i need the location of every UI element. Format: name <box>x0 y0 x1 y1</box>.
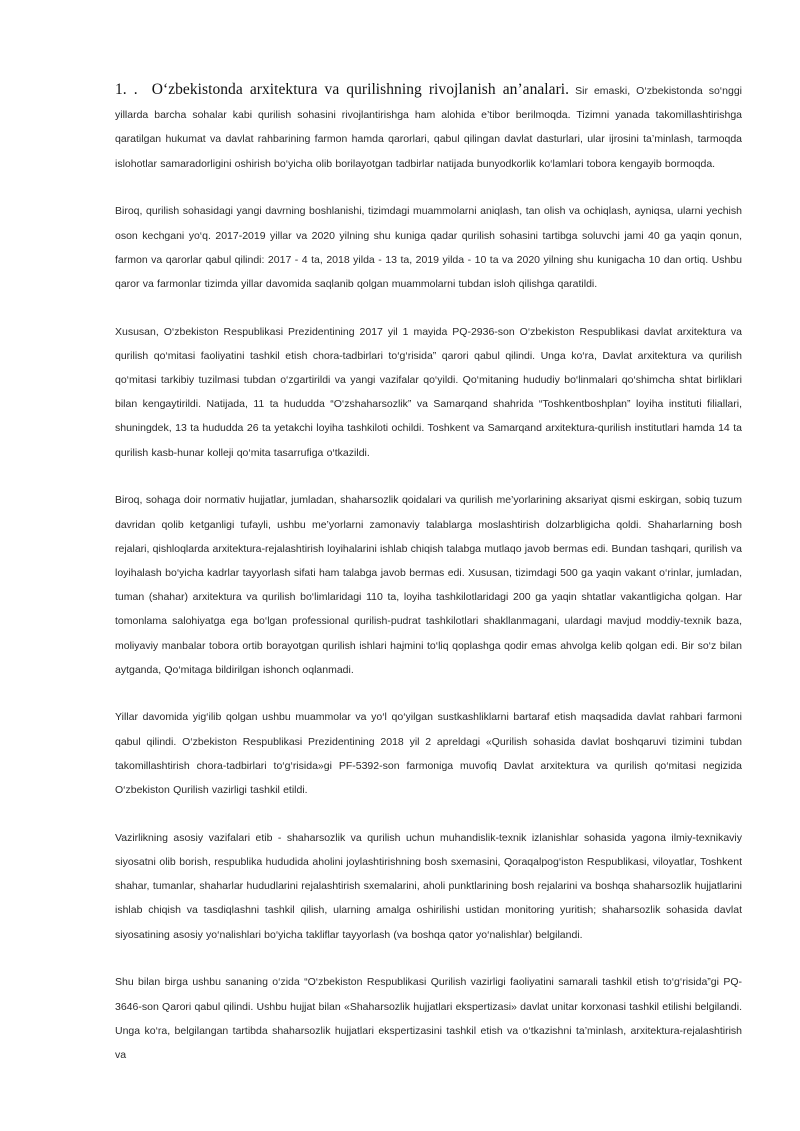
body-paragraph: Shu bilan birga ushbu sananing o‘zida “O‘zbekiston Respublikasi Qurilish vazirligi faoliyatini samarali tashkil etish to‘g‘risida”gi PQ-3646-son Qarori qabul qilindi. Ushbu hujjat bilan «Shaharsozlik hujjatlari ekspertizasi» davlat unitar korxonasi tashkil etilishi belgilandi. Unga ko‘ra, belgilangan tartibda shaharsozlik hujjatlari ekspertizasini tashkil etish va o‘tkazishni ta’minlash, arxitektura-rejalashtirish va <box>115 976 742 1061</box>
section-heading <box>115 81 569 98</box>
document-page <box>115 78 742 1067</box>
body-paragraph: Vazirlikning asosiy vazifalari etib - shaharsozlik va qurilish uchun muhandislik-texnik izlanishlar sohasida yagona ilmiy-texnikaviy siyosatni olib borish, respublika hududida aholini joylashtirishning bosh sxemasini, Qoraqalpog‘iston Respublikasi, viloyatlar, Toshkent shahar, tumanlar, shaharlar hududlarini rejalashtirish sxemalarini, aholi punktlarining bosh rejalarini va boshqa shaharsozlik hujjatlarini ishlab chiqish va tasdiqlashni tashkil qilish, ularning amalga oshirilishi ustidan monitoring yuritish; shaharsozlik sohasida davlat siyosatining asosiy yo‘nalishlari bo‘yicha takliflar tayyorlash (va boshqa qator yo‘nalishlar) belgilandi. <box>115 831 742 941</box>
body-paragraph: Biroq, sohaga doir normativ hujjatlar, jumladan, shaharsozlik qoidalari va qurilish me’yorlarining aksariyat qismi eskirgan, sobiq tuzum davridan qolib ketganligi tufayli, ushbu me’yorlarni zamonaviy talablarga moslashtirish dolzarbligicha qoldi. Shaharlarning bosh rejalari, qishloqlarda arxitektura-rejalashtirish loyihalarini ishlab chiqish talabga mutlaqo javob bermas edi. Bundan tashqari, qurilish va loyihalash bo‘yicha kadrlar tayyorlash sifati ham talabga javob bermas edi. Xususan, tizimdagi 500 ga yaqin vakant o‘rinlar, jumladan, tuman (shahar) arxitektura va qurilish bo‘limlaridagi 110 ta, loyiha tashkilotlaridagi 200 ga yaqin shtatlar vakantligicha qolgan. Har tomonlama salohiyatga ega bo‘lgan professional qurilish-pudrat tashkilotlari shakllanmagani, ulardagi mavjud moddiy-texnik baza, moliyaviy manbalar tobora ortib borayotgan qurilish ishlari hajmini to‘liq qoplashga qodir emas ahvolga kelib qolgan edi. Bir so‘z bilan aytganda, Qo‘mitaga bildirilgan ishonch oqlanmadi. <box>115 494 742 676</box>
section-lead-text: Sir emaski, O‘zbekistonda so‘nggi yillarda barcha sohalar kabi qurilish sohasini rivojlantirishga ham alohida e’tibor berilmoqda. Tizimni yanada takomillashtirishga qaratilgan hukumat va davlat rahbarining farmon hamda qarorlari, qabul qilingan davlat dasturlari, ular ijrosini ta’minlash, tarmoqda islohotlar samaradorligini oshirish bo‘yicha olib borilayotgan tadbirlar natijada bunyodkorlik ko‘lamlari tobora kengayib bormoqda. <box>115 85 742 170</box>
body-paragraph: Xususan, O‘zbekiston Respublikasi Prezidentining 2017 yil 1 mayida PQ-2936-son O‘zbekiston Respublikasi davlat arxitektura va qurilish qo‘mitasi faoliyatini tashkil etish chora-tadbirlari to‘g‘risida” qarori qabul qilindi. Unga ko‘ra, Davlat arxitektura va qurilish qo‘mitasi tarkibiy tuzilmasi tubdan o‘zgartirildi va yangi vazifalar qo‘yildi. Qo‘mitaning hududiy bo‘linmalari qo‘shimcha shtat birliklari bilan kengaytirildi. Natijada, 11 ta hududda “O‘zshaharsozlik” va Samarqand shahrida “Toshkentboshplan” loyiha instituti filiallari, shuningdek, 13 ta hududda 26 ta yetakchi loyiha tashkiloti ochildi. Toshkent va Samarqand arxitektura-qurilish institutlari hamda 14 ta qurilish kasb-hunar kolleji qo‘mita tasarrufiga o‘tkazildi. <box>115 325 742 459</box>
section-title: O‘zbekistonda arxitektura va qurilishning rivojlanish an’analari. <box>151 81 570 98</box>
body-paragraph: Yillar davomida yig‘ilib qolgan ushbu muammolar va yo‘l qo‘yilgan sustkashliklarni bartaraf etish maqsadida davlat rahbari farmoni qabul qilindi. O‘zbekiston Respublikasi Prezidentining 2018 yil 2 apreldagi «Qurilish sohasida davlat boshqaruvi tizimini tubdan takomillashtirish chora-tadbirlari to‘g‘risida»gi PF-5392-son farmoniga muvofiq Davlat arxitektura va qurilish qo‘mitasi negizida O‘zbekiston Qurilish vazirligi tashkil etildi. <box>115 711 742 797</box>
section-intro-paragraph <box>115 78 742 176</box>
body-paragraph: Biroq, qurilish sohasidagi yangi davrning boshlanishi, tizimdagi muammolarni aniqlash, tan olish va ochiqlash, ayniqsa, ularni yechish oson kechgani yo‘q. 2017-2019 yillar va 2020 yilning shu kuniga qadar qurilish sohasini tartibga soluvchi jami 40 ga yaqin qonun, farmon va qarorlar qabul qilindi: 2017 - 4 ta, 2018 yilda - 13 ta, 2019 yilda - 10 ta va 2020 yilning shu kunigacha 10 dan ortiq. Ushbu qaror va farmonlar tizimda yillar davomida saqlanib qolgan muammolarni tubdan isloh qilishga qaratildi. <box>115 205 742 290</box>
section-number: 1. . <box>115 81 138 98</box>
